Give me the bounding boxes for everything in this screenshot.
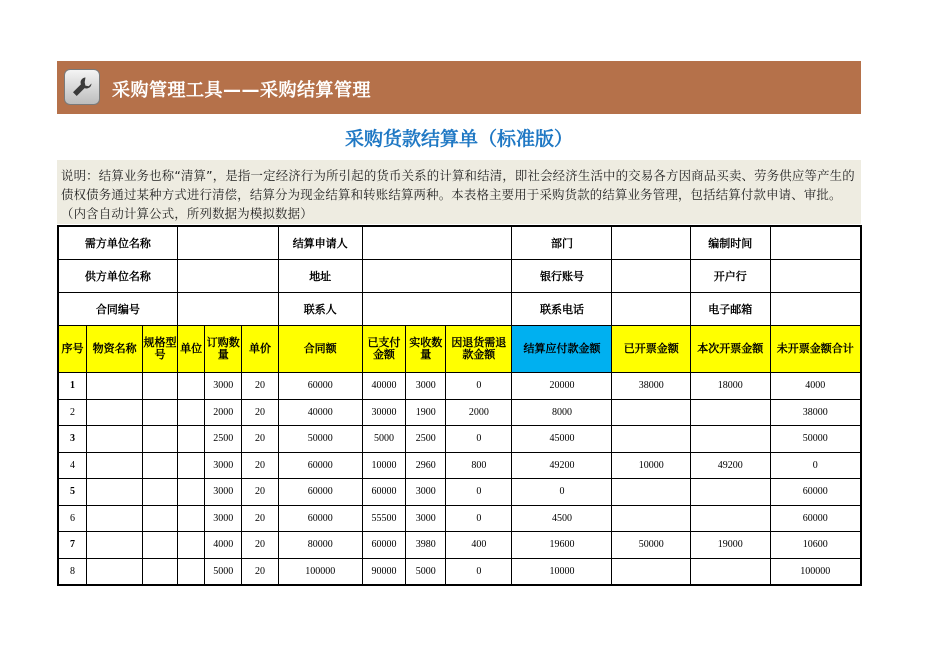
- table-cell[interactable]: [177, 479, 205, 506]
- table-row: [58, 505, 861, 532]
- table-cell[interactable]: 3000: [406, 505, 446, 532]
- info-label: 供方单位名称: [58, 260, 177, 293]
- row-number-cell[interactable]: 1: [58, 373, 87, 400]
- table-cell[interactable]: 30000: [362, 399, 406, 426]
- table-cell[interactable]: [87, 532, 143, 559]
- header-row: [58, 326, 861, 373]
- table-cell[interactable]: 400: [446, 532, 512, 559]
- column-header: 本次开票金额: [691, 326, 771, 373]
- table-cell[interactable]: 3980: [406, 532, 446, 559]
- table-cell[interactable]: [87, 479, 143, 506]
- table-cell[interactable]: [87, 426, 143, 453]
- info-label: 合同编号: [58, 293, 177, 326]
- table-cell[interactable]: 3000: [406, 479, 446, 506]
- column-header: 单位: [177, 326, 205, 373]
- info-label: 电子邮箱: [691, 293, 771, 326]
- table-cell[interactable]: 40000: [278, 399, 362, 426]
- row-number-cell[interactable]: 6: [58, 505, 87, 532]
- table-cell[interactable]: [691, 399, 771, 426]
- table-cell[interactable]: [612, 399, 691, 426]
- info-value[interactable]: [612, 293, 691, 326]
- table-cell[interactable]: 8000: [512, 399, 612, 426]
- table-cell[interactable]: [143, 479, 178, 506]
- table-cell[interactable]: 0: [446, 505, 512, 532]
- table-cell[interactable]: 50000: [278, 426, 362, 453]
- table-row: [58, 532, 861, 559]
- row-number-cell[interactable]: 8: [58, 558, 87, 585]
- description-text: 说明：结算业务也称“清算”，是指一定经济行为所引起的货币关系的计算和结清，即社会经济生活中的交易各方因商品买卖、劳务供应等产生的债权债务通过某种方式进行清偿，结算分为现金结算和转账结算两种。本表格主要用于采购货款的结算业务管理，包括结算付款申请、审批。（内含自动计算公式，所列数据为模拟数据）: [57, 160, 861, 224]
- table-cell[interactable]: 2000: [205, 399, 242, 426]
- table-cell[interactable]: 49200: [691, 452, 771, 479]
- table-cell[interactable]: 5000: [205, 558, 242, 585]
- table-cell[interactable]: 55500: [362, 505, 406, 532]
- table-cell[interactable]: 50000: [612, 532, 691, 559]
- table-cell[interactable]: 60000: [770, 505, 861, 532]
- table-cell[interactable]: 20: [242, 505, 279, 532]
- table-cell[interactable]: [143, 452, 178, 479]
- row-number-cell[interactable]: 4: [58, 452, 87, 479]
- title-banner: [57, 61, 861, 114]
- info-value[interactable]: [177, 293, 278, 326]
- table-cell[interactable]: [87, 399, 143, 426]
- table-cell[interactable]: 38000: [770, 399, 861, 426]
- table-cell[interactable]: 60000: [278, 479, 362, 506]
- row-number-cell[interactable]: 2: [58, 399, 87, 426]
- table-cell[interactable]: 100000: [770, 558, 861, 585]
- table-cell[interactable]: [691, 426, 771, 453]
- info-label: 地址: [278, 260, 362, 293]
- table-cell[interactable]: 20: [242, 373, 279, 400]
- table-cell[interactable]: 3000: [205, 452, 242, 479]
- table-cell[interactable]: 38000: [612, 373, 691, 400]
- table-cell[interactable]: 20: [242, 532, 279, 559]
- table-cell[interactable]: 0: [446, 426, 512, 453]
- info-value[interactable]: [612, 226, 691, 260]
- info-label: 开户行: [691, 260, 771, 293]
- table-cell[interactable]: [143, 399, 178, 426]
- table-cell[interactable]: 0: [446, 373, 512, 400]
- table-cell[interactable]: 10000: [512, 558, 612, 585]
- table-cell[interactable]: 3000: [205, 479, 242, 506]
- info-value[interactable]: [770, 226, 861, 260]
- info-value[interactable]: [770, 293, 861, 326]
- info-label: 联系电话: [512, 293, 612, 326]
- table-cell[interactable]: 60000: [362, 532, 406, 559]
- table-row: [58, 558, 861, 585]
- info-label: 联系人: [278, 293, 362, 326]
- table-cell[interactable]: 60000: [278, 505, 362, 532]
- table-cell[interactable]: 10000: [612, 452, 691, 479]
- table-cell[interactable]: 10000: [362, 452, 406, 479]
- table-cell[interactable]: 20: [242, 399, 279, 426]
- row-number-cell[interactable]: 3: [58, 426, 87, 453]
- table-cell[interactable]: 90000: [362, 558, 406, 585]
- table-row: [58, 399, 861, 426]
- info-label: 银行账号: [512, 260, 612, 293]
- table-row: [58, 479, 861, 506]
- settlement-table: [57, 225, 862, 586]
- table-cell[interactable]: 45000: [512, 426, 612, 453]
- table-row: [58, 426, 861, 453]
- table-cell[interactable]: 18000: [691, 373, 771, 400]
- info-row: [58, 226, 861, 260]
- table-cell[interactable]: [143, 558, 178, 585]
- column-header: 结算应付款金额: [512, 326, 612, 373]
- table-cell[interactable]: [143, 373, 178, 400]
- table-cell[interactable]: [691, 479, 771, 506]
- table-cell[interactable]: 60000: [278, 452, 362, 479]
- info-value[interactable]: [362, 226, 512, 260]
- column-header: 规格型号: [143, 326, 178, 373]
- table-cell[interactable]: 60000: [362, 479, 406, 506]
- column-header: 已开票金额: [612, 326, 691, 373]
- table-cell[interactable]: 2000: [446, 399, 512, 426]
- table-cell[interactable]: 60000: [770, 479, 861, 506]
- table-cell[interactable]: 10600: [770, 532, 861, 559]
- table-cell[interactable]: [612, 558, 691, 585]
- table-cell[interactable]: 4500: [512, 505, 612, 532]
- table-cell[interactable]: 1900: [406, 399, 446, 426]
- info-label: 需方单位名称: [58, 226, 177, 260]
- column-header: 合同额: [278, 326, 362, 373]
- info-row: [58, 260, 861, 293]
- table-cell[interactable]: 2960: [406, 452, 446, 479]
- table-cell[interactable]: 5000: [362, 426, 406, 453]
- info-label: 编制时间: [691, 226, 771, 260]
- table-cell[interactable]: 20000: [512, 373, 612, 400]
- wrench-icon: [64, 69, 100, 105]
- table-cell[interactable]: 20: [242, 426, 279, 453]
- column-header: 实收数量: [406, 326, 446, 373]
- row-number-cell[interactable]: 5: [58, 479, 87, 506]
- table-cell[interactable]: [177, 558, 205, 585]
- table-cell[interactable]: 4000: [205, 532, 242, 559]
- table-cell[interactable]: 49200: [512, 452, 612, 479]
- table-cell[interactable]: 20: [242, 452, 279, 479]
- table-cell[interactable]: [143, 426, 178, 453]
- column-header: 已支付金额: [362, 326, 406, 373]
- table-cell[interactable]: 50000: [770, 426, 861, 453]
- table-cell[interactable]: [177, 399, 205, 426]
- column-header: 订购数量: [205, 326, 242, 373]
- table-cell[interactable]: [177, 452, 205, 479]
- table-cell[interactable]: [177, 426, 205, 453]
- table-cell[interactable]: 0: [446, 479, 512, 506]
- table-cell[interactable]: 60000: [278, 373, 362, 400]
- table-cell[interactable]: [691, 505, 771, 532]
- table-cell[interactable]: [612, 426, 691, 453]
- table-cell[interactable]: [87, 452, 143, 479]
- table-cell[interactable]: [143, 505, 178, 532]
- table-cell[interactable]: 5000: [406, 558, 446, 585]
- table-cell[interactable]: 3000: [406, 373, 446, 400]
- table-cell[interactable]: 100000: [278, 558, 362, 585]
- table-cell[interactable]: [612, 479, 691, 506]
- table-cell[interactable]: 800: [446, 452, 512, 479]
- table-cell[interactable]: 19000: [691, 532, 771, 559]
- table-body: [58, 373, 861, 586]
- table-cell[interactable]: 0: [770, 452, 861, 479]
- table-cell[interactable]: [177, 532, 205, 559]
- info-value[interactable]: [612, 260, 691, 293]
- table-cell[interactable]: [87, 505, 143, 532]
- info-value[interactable]: [177, 260, 278, 293]
- info-value[interactable]: [770, 260, 861, 293]
- info-value[interactable]: [362, 293, 512, 326]
- column-header: 未开票金额合计: [770, 326, 861, 373]
- table-row: [58, 452, 861, 479]
- table-cell[interactable]: 2500: [205, 426, 242, 453]
- column-header: 因退货需退款金额: [446, 326, 512, 373]
- form-title: 采购货款结算单（标准版）: [344, 128, 573, 150]
- table-cell[interactable]: 3000: [205, 505, 242, 532]
- info-value[interactable]: [362, 260, 512, 293]
- table-cell[interactable]: 40000: [362, 373, 406, 400]
- table-cell[interactable]: 0: [512, 479, 612, 506]
- table-cell[interactable]: [87, 558, 143, 585]
- table-cell[interactable]: [87, 373, 143, 400]
- table-cell[interactable]: 19600: [512, 532, 612, 559]
- row-number-cell[interactable]: 7: [58, 532, 87, 559]
- table-cell[interactable]: [143, 532, 178, 559]
- table-cell[interactable]: 0: [446, 558, 512, 585]
- column-header: 序号: [58, 326, 87, 373]
- table-row: [58, 373, 861, 400]
- table-cell[interactable]: 80000: [278, 532, 362, 559]
- info-value[interactable]: [177, 226, 278, 260]
- table-cell[interactable]: [691, 558, 771, 585]
- info-row: [58, 293, 861, 326]
- table-cell[interactable]: [177, 505, 205, 532]
- info-label: 部门: [512, 226, 612, 260]
- table-cell[interactable]: [612, 505, 691, 532]
- column-header: 单价: [242, 326, 279, 373]
- table-cell[interactable]: 2500: [406, 426, 446, 453]
- table-cell[interactable]: [177, 373, 205, 400]
- table-cell[interactable]: 3000: [205, 373, 242, 400]
- column-header: 物资名称: [87, 326, 143, 373]
- table-cell[interactable]: 20: [242, 558, 279, 585]
- table-cell[interactable]: 20: [242, 479, 279, 506]
- banner-title: 采购管理工具——采购结算管理: [112, 80, 371, 101]
- table-cell[interactable]: 4000: [770, 373, 861, 400]
- info-label: 结算申请人: [278, 226, 362, 260]
